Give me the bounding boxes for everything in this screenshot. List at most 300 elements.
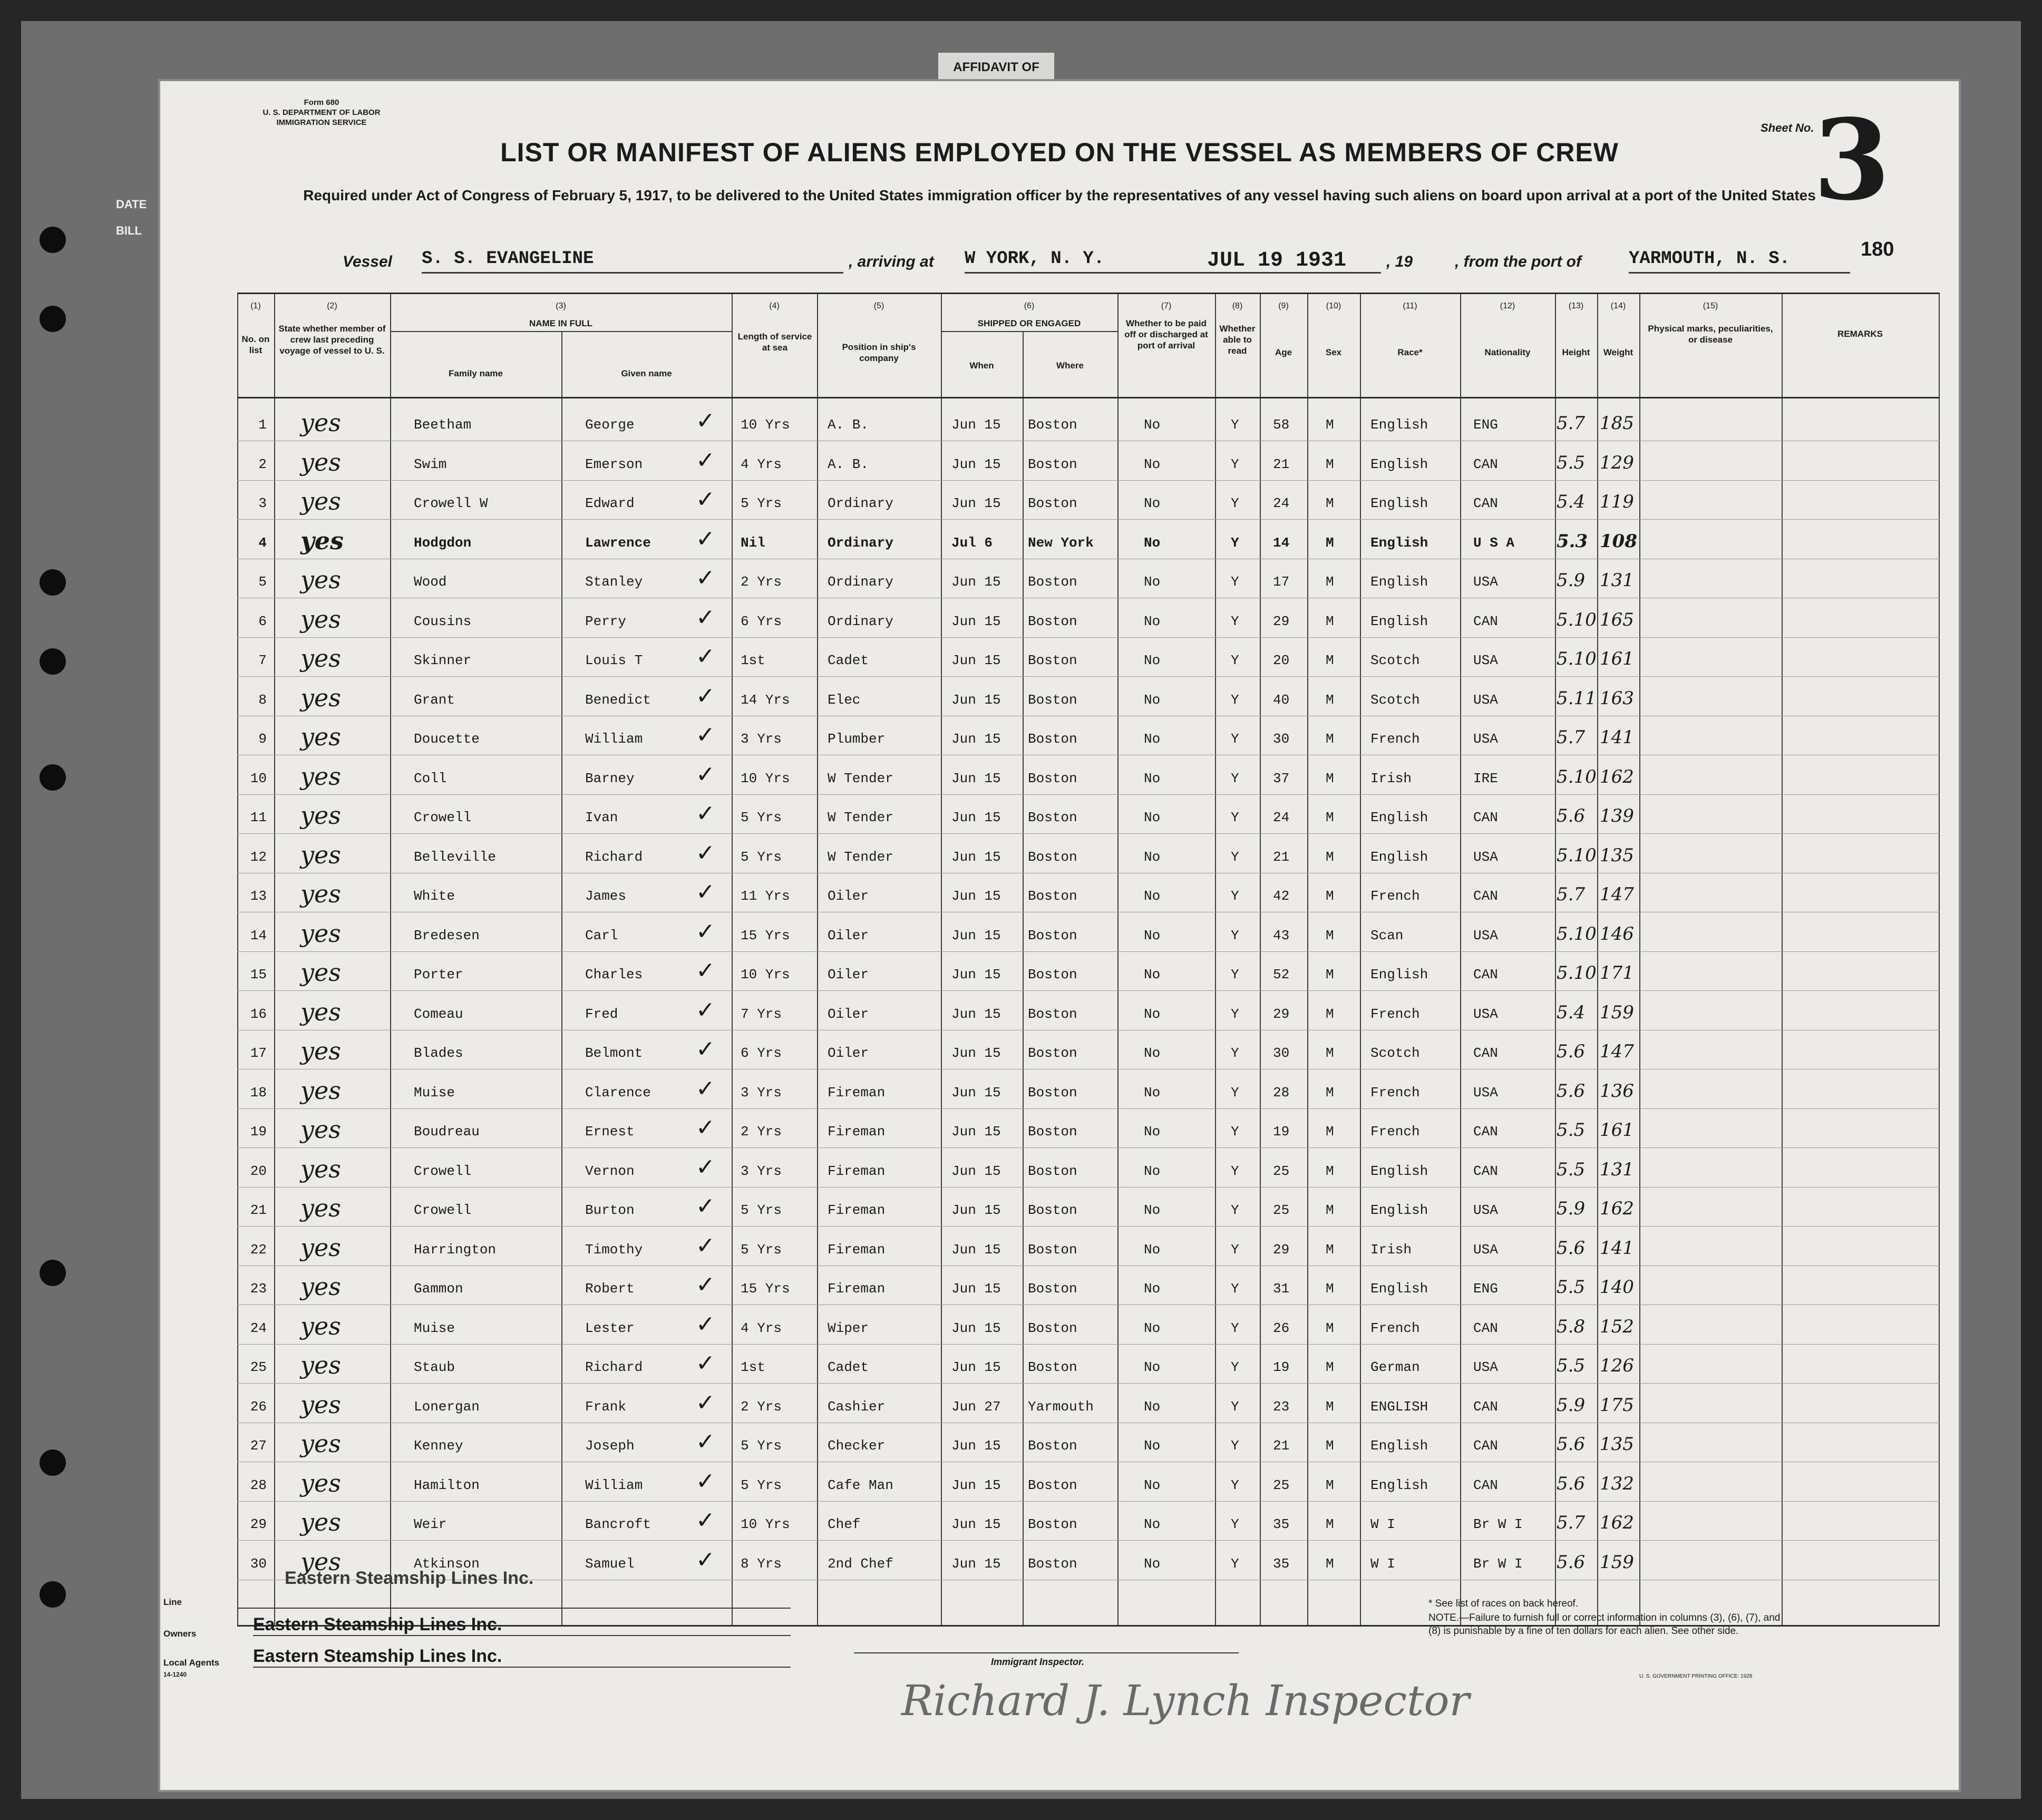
row-number: 2 <box>258 456 267 472</box>
side-label-date: DATE <box>116 198 147 211</box>
able-to-read: Y <box>1231 534 1239 551</box>
nationality: Br W I <box>1473 1516 1523 1532</box>
race: ENGLISH <box>1370 1398 1428 1415</box>
paid-off: No <box>1144 1398 1161 1415</box>
able-to-read: Y <box>1231 692 1239 708</box>
age: 43 <box>1273 927 1290 943</box>
prev-voyage: yes <box>300 723 341 751</box>
given-name: Stanley <box>585 574 643 590</box>
length-of-service: 10 Yrs <box>741 770 790 786</box>
position: Oiler <box>828 927 869 943</box>
form-code: 14-1240 <box>163 1671 187 1678</box>
header-no-on-list: No. on list <box>241 334 270 355</box>
nationality: CAN <box>1473 1124 1498 1140</box>
table-row <box>237 1423 1940 1462</box>
shipped-where: Boston <box>1028 888 1077 904</box>
paid-off: No <box>1144 1359 1161 1375</box>
shipped-where: Boston <box>1028 574 1077 590</box>
prev-voyage: yes <box>300 1154 341 1183</box>
prev-voyage: yes <box>300 408 341 437</box>
height: 5.4 <box>1557 491 1586 512</box>
able-to-read: Y <box>1231 1163 1239 1179</box>
length-of-service: 2 Yrs <box>741 1398 782 1415</box>
prev-voyage: yes <box>300 919 341 948</box>
prev-voyage: yes <box>300 526 344 555</box>
height: 5.5 <box>1557 1120 1586 1141</box>
weight: 159 <box>1600 1551 1634 1573</box>
punch-hole <box>40 306 66 332</box>
check-mark: ✓ <box>696 1507 715 1534</box>
table-row <box>237 1384 1940 1423</box>
position: 2nd Chef <box>828 1555 893 1572</box>
weight: 147 <box>1600 884 1634 905</box>
prev-voyage: yes <box>300 487 341 515</box>
race: French <box>1370 1124 1420 1140</box>
check-mark: ✓ <box>696 957 715 984</box>
shipped-where: Boston <box>1028 1359 1077 1375</box>
nationality: USA <box>1473 1241 1498 1258</box>
row-number: 8 <box>258 692 267 708</box>
family-name: Grant <box>414 692 455 708</box>
age: 17 <box>1273 574 1290 590</box>
paid-off: No <box>1144 456 1161 472</box>
shipped-where: Boston <box>1028 653 1077 668</box>
table-row <box>237 1109 1940 1148</box>
weight: 185 <box>1600 413 1634 434</box>
paid-off: No <box>1144 534 1161 551</box>
vessel-name: S. S. EVANGELINE <box>422 249 843 274</box>
length-of-service: 5 Yrs <box>741 1241 782 1258</box>
family-name: Crowell <box>414 1163 472 1179</box>
family-name: Crowell W <box>414 495 488 511</box>
shipped-when: Jun 15 <box>951 770 1001 786</box>
nationality: CAN <box>1473 810 1498 825</box>
shipped-where: Boston <box>1028 1320 1077 1336</box>
height: 5.4 <box>1557 1001 1586 1023</box>
paid-off: No <box>1144 653 1161 668</box>
length-of-service: 8 Yrs <box>741 1555 782 1572</box>
able-to-read: Y <box>1231 1006 1239 1022</box>
header-able-to-read: Whether able to read <box>1219 324 1256 356</box>
prev-voyage: yes <box>300 644 341 673</box>
age: 58 <box>1273 417 1290 433</box>
shipped-where: Boston <box>1028 1516 1077 1532</box>
col-num: (3) <box>556 301 566 310</box>
given-name: Samuel <box>585 1555 635 1572</box>
paid-off: No <box>1144 1516 1161 1532</box>
height: 5.5 <box>1557 1277 1586 1298</box>
sex: M <box>1326 1477 1334 1493</box>
row-number: 25 <box>250 1359 267 1375</box>
prev-voyage: yes <box>300 880 341 908</box>
inspector-line <box>854 1652 1239 1653</box>
able-to-read: Y <box>1231 1281 1239 1297</box>
table-row <box>237 599 1940 638</box>
shipped-where: Boston <box>1028 692 1077 708</box>
length-of-service: 5 Yrs <box>741 810 782 825</box>
nationality: USA <box>1473 1359 1498 1375</box>
table-row <box>237 1463 1940 1502</box>
position: Cadet <box>828 653 869 668</box>
age: 25 <box>1273 1202 1290 1218</box>
nationality: ENG <box>1473 1281 1498 1297</box>
row-number: 14 <box>250 927 267 943</box>
sex: M <box>1326 1124 1334 1140</box>
given-name: Lawrence <box>585 534 651 551</box>
given-name: Richard <box>585 849 643 865</box>
age: 19 <box>1273 1359 1290 1375</box>
able-to-read: Y <box>1231 1477 1239 1493</box>
nationality: CAN <box>1473 1398 1498 1415</box>
table-row <box>237 873 1940 912</box>
shipped-where: Boston <box>1028 1124 1077 1140</box>
length-of-service: 14 Yrs <box>741 692 790 708</box>
age: 14 <box>1273 534 1290 551</box>
able-to-read: Y <box>1231 1084 1239 1101</box>
shipped-when: Jun 15 <box>951 1202 1001 1218</box>
table-row <box>237 952 1940 991</box>
weight: 108 <box>1600 530 1637 552</box>
paid-off: No <box>1144 1438 1161 1454</box>
paid-off: No <box>1144 1084 1161 1101</box>
length-of-service: 1st <box>741 1359 765 1375</box>
given-name: Lester <box>585 1320 635 1336</box>
paid-off: No <box>1144 1163 1161 1179</box>
page-title: LIST OR MANIFEST OF ALIENS EMPLOYED ON THE VESSEL AS MEMBERS OF CREW <box>500 138 1619 167</box>
height: 5.6 <box>1557 1041 1586 1062</box>
table-row <box>237 913 1940 952</box>
nationality: ENG <box>1473 417 1498 433</box>
table-row <box>237 716 1940 755</box>
paid-off: No <box>1144 927 1161 943</box>
position: Oiler <box>828 1006 869 1022</box>
able-to-read: Y <box>1231 1516 1239 1532</box>
position: Fireman <box>828 1241 886 1258</box>
race: French <box>1370 731 1420 747</box>
shipped-when: Jun 27 <box>951 1398 1001 1415</box>
department: U. S. DEPARTMENT OF LABOR <box>262 108 381 117</box>
age: 35 <box>1273 1516 1290 1532</box>
able-to-read: Y <box>1231 456 1239 472</box>
position: Fireman <box>828 1281 886 1297</box>
given-name: Carl <box>585 927 618 943</box>
paid-off: No <box>1144 849 1161 865</box>
height: 5.7 <box>1557 727 1586 748</box>
height: 5.7 <box>1557 884 1586 905</box>
paid-off: No <box>1144 613 1161 629</box>
shipped-where: Yarmouth <box>1028 1398 1094 1415</box>
check-mark: ✓ <box>696 1232 715 1259</box>
race: English <box>1370 1438 1428 1454</box>
header-name-in-full: NAME IN FULL <box>529 318 592 328</box>
race: Irish <box>1370 1241 1412 1258</box>
header-race: Race* <box>1397 347 1423 357</box>
shipped-when: Jun 15 <box>951 1163 1001 1179</box>
table-row <box>237 1070 1940 1109</box>
note-races: * See list of races on back hereof. <box>1428 1598 1579 1609</box>
side-label-bill: BILL <box>116 224 142 237</box>
family-name: Crowell <box>414 810 472 825</box>
weight: 131 <box>1600 570 1634 591</box>
race: English <box>1370 1281 1428 1297</box>
length-of-service: 7 Yrs <box>741 1006 782 1022</box>
nationality: USA <box>1473 692 1498 708</box>
age: 35 <box>1273 1555 1290 1572</box>
length-of-service: 5 Yrs <box>741 495 782 511</box>
row-number: 17 <box>250 1045 267 1061</box>
sex: M <box>1326 653 1334 668</box>
paid-off: No <box>1144 770 1161 786</box>
length-of-service: 5 Yrs <box>741 1202 782 1218</box>
prev-voyage: yes <box>300 1547 341 1576</box>
row-number: 1 <box>258 417 267 433</box>
length-of-service: 10 Yrs <box>741 1516 790 1532</box>
shipped-when: Jun 15 <box>951 574 1001 590</box>
header-position: Position in ship's company <box>842 342 916 363</box>
check-mark: ✓ <box>696 1114 715 1141</box>
age: 30 <box>1273 1045 1290 1061</box>
nationality: IRE <box>1473 770 1498 786</box>
header-where: Where <box>1056 361 1084 371</box>
length-of-service: 15 Yrs <box>741 1281 790 1297</box>
able-to-read: Y <box>1231 653 1239 668</box>
given-name: Ernest <box>585 1124 635 1140</box>
check-mark: ✓ <box>696 1193 715 1220</box>
position: W Tender <box>828 770 893 786</box>
row-number: 22 <box>250 1241 267 1258</box>
sex: M <box>1326 534 1334 551</box>
family-name: Lonergan <box>414 1398 480 1415</box>
nationality: CAN <box>1473 1477 1498 1493</box>
sex: M <box>1326 692 1334 708</box>
nationality: Br W I <box>1473 1555 1523 1572</box>
position: Cafe Man <box>828 1477 893 1493</box>
check-mark: ✓ <box>696 1271 715 1298</box>
row-number: 5 <box>258 574 267 590</box>
shipped-where: Boston <box>1028 1084 1077 1101</box>
weight: 162 <box>1600 766 1634 787</box>
age: 19 <box>1273 1124 1290 1140</box>
agents-label: Local Agents <box>163 1658 220 1668</box>
check-mark: ✓ <box>696 1428 715 1455</box>
family-name: Hodgdon <box>414 534 472 551</box>
sex: M <box>1326 927 1334 943</box>
col-num: (5) <box>873 301 884 310</box>
position: Oiler <box>828 967 869 982</box>
row-number: 16 <box>250 1006 267 1022</box>
given-name: Burton <box>585 1202 635 1218</box>
race: English <box>1370 574 1428 590</box>
family-name: Swim <box>414 456 447 472</box>
sheet-number: 3 <box>1813 95 1891 225</box>
check-mark: ✓ <box>696 604 715 631</box>
weight: 141 <box>1600 1237 1634 1259</box>
length-of-service: 5 Yrs <box>741 1477 782 1493</box>
punch-hole <box>40 227 66 253</box>
paid-off: No <box>1144 1477 1161 1493</box>
race: English <box>1370 1202 1428 1218</box>
manifest-page <box>158 79 1961 1792</box>
header-shipped-or-engaged: SHIPPED OR ENGAGED <box>977 318 1081 328</box>
nationality: USA <box>1473 731 1498 747</box>
sex: M <box>1326 967 1334 982</box>
race: English <box>1370 417 1428 433</box>
arriving-port: W YORK, N. Y. <box>965 249 1228 274</box>
weight: 165 <box>1600 609 1634 630</box>
sex: M <box>1326 888 1334 904</box>
race: French <box>1370 1084 1420 1101</box>
family-name: Beetham <box>414 417 472 433</box>
race: French <box>1370 1320 1420 1336</box>
race: English <box>1370 967 1428 982</box>
height: 5.10 <box>1557 648 1597 669</box>
age: 21 <box>1273 849 1290 865</box>
able-to-read: Y <box>1231 731 1239 747</box>
given-name: Clarence <box>585 1084 651 1101</box>
shipped-when: Jun 15 <box>951 613 1001 629</box>
age: 52 <box>1273 967 1290 982</box>
position: Cashier <box>828 1398 886 1415</box>
table-row <box>237 481 1940 520</box>
position: Fireman <box>828 1202 886 1218</box>
position: Ordinary <box>828 613 893 629</box>
height: 5.6 <box>1557 1434 1586 1455</box>
shipped-when: Jun 15 <box>951 495 1001 511</box>
shipped-where: Boston <box>1028 927 1077 943</box>
sex: M <box>1326 574 1334 590</box>
check-mark: ✓ <box>696 525 715 552</box>
sex: M <box>1326 495 1334 511</box>
col-num: (1) <box>250 301 261 310</box>
family-name: Skinner <box>414 653 472 668</box>
row-number: 28 <box>250 1477 267 1493</box>
weight: 162 <box>1600 1512 1634 1533</box>
shipped-where: Boston <box>1028 613 1077 629</box>
nationality: USA <box>1473 574 1498 590</box>
table-row <box>237 638 1940 677</box>
check-mark: ✓ <box>696 722 715 748</box>
length-of-service: 4 Yrs <box>741 456 782 472</box>
given-name: Richard <box>585 1359 643 1375</box>
owners-value: Eastern Steamship Lines Inc. <box>253 1614 791 1636</box>
nationality: USA <box>1473 849 1498 865</box>
paid-off: No <box>1144 1281 1161 1297</box>
inspector-signature: Richard J. Lynch Inspector <box>901 1676 1470 1725</box>
shipped-when: Jun 15 <box>951 888 1001 904</box>
race: English <box>1370 495 1428 511</box>
shipped-when: Jun 15 <box>951 1124 1001 1140</box>
given-name: Edward <box>585 495 635 511</box>
shipped-where: Boston <box>1028 967 1077 982</box>
sex: M <box>1326 1281 1334 1297</box>
shipped-when: Jun 15 <box>951 1241 1001 1258</box>
weight: 135 <box>1600 844 1634 866</box>
sex: M <box>1326 1438 1334 1454</box>
table-row <box>237 1306 1940 1345</box>
able-to-read: Y <box>1231 849 1239 865</box>
shipped-where: Boston <box>1028 1281 1077 1297</box>
paid-off: No <box>1144 1045 1161 1061</box>
position: Oiler <box>828 888 869 904</box>
check-mark: ✓ <box>696 486 715 513</box>
position: A. B. <box>828 456 869 472</box>
weight: 131 <box>1600 1159 1634 1180</box>
family-name: Gammon <box>414 1281 463 1297</box>
prev-voyage: yes <box>300 1311 341 1340</box>
weight: 129 <box>1600 452 1634 473</box>
sheet-label: Sheet No. <box>1761 121 1814 134</box>
weight: 132 <box>1600 1473 1634 1494</box>
length-of-service: 1st <box>741 653 765 668</box>
position: Elec <box>828 692 861 708</box>
family-name: Doucette <box>414 731 480 747</box>
punch-hole <box>40 1449 66 1476</box>
prev-voyage: yes <box>300 1468 341 1497</box>
able-to-read: Y <box>1231 810 1239 825</box>
length-of-service: 3 Yrs <box>741 731 782 747</box>
name-header-divider <box>390 331 732 332</box>
row-number: 30 <box>250 1555 267 1572</box>
prev-voyage: yes <box>300 683 341 712</box>
position: Fireman <box>828 1084 886 1101</box>
paid-off: No <box>1144 692 1161 708</box>
punch-hole <box>40 1260 66 1286</box>
race: W I <box>1370 1516 1395 1532</box>
family-name: Porter <box>414 967 463 982</box>
race: Scotch <box>1370 692 1420 708</box>
page-subtitle: Required under Act of Congress of February 5, 1917, to be delivered to the United States immigration officer by the representatives of any vessel having such aliens on board upon arrival at a port of the United States <box>303 187 1816 203</box>
shipped-where: Boston <box>1028 456 1077 472</box>
shipped-when: Jun 15 <box>951 927 1001 943</box>
form-number: Form 680 <box>304 98 339 107</box>
row-number: 11 <box>250 810 267 825</box>
length-of-service: 15 Yrs <box>741 927 790 943</box>
position: A. B. <box>828 417 869 433</box>
shipped-where: Boston <box>1028 1241 1077 1258</box>
position: Cadet <box>828 1359 869 1375</box>
shipped-when: Jun 15 <box>951 1281 1001 1297</box>
shipped-when: Jun 15 <box>951 1438 1001 1454</box>
given-name: Benedict <box>585 692 651 708</box>
position: Ordinary <box>828 574 893 590</box>
nationality: CAN <box>1473 1045 1498 1061</box>
sex: M <box>1326 1045 1334 1061</box>
punch-hole <box>40 764 66 791</box>
row-number: 19 <box>250 1124 267 1140</box>
nationality: USA <box>1473 653 1498 668</box>
shipped-where: Boston <box>1028 849 1077 865</box>
length-of-service: 11 Yrs <box>741 888 790 904</box>
given-name: Emerson <box>585 456 643 472</box>
header-when: When <box>969 361 994 371</box>
weight: 146 <box>1600 923 1634 945</box>
position: Plumber <box>828 731 886 747</box>
prev-voyage: yes <box>300 566 341 594</box>
race: English <box>1370 534 1428 551</box>
given-name: Louis T <box>585 653 643 668</box>
prev-voyage: yes <box>300 997 341 1026</box>
shipped-where: Boston <box>1028 731 1077 747</box>
header-paid-off: Whether to be paid off or discharged at port of arrival <box>1124 318 1208 351</box>
position: Fireman <box>828 1124 886 1140</box>
height: 5.8 <box>1557 1316 1586 1337</box>
paid-off: No <box>1144 495 1161 511</box>
given-name: Belmont <box>585 1045 643 1061</box>
weight: 152 <box>1600 1316 1634 1337</box>
paid-off: No <box>1144 888 1161 904</box>
header-weight: Weight <box>1603 347 1633 357</box>
from-port: YARMOUTH, N. S. <box>1629 249 1850 274</box>
